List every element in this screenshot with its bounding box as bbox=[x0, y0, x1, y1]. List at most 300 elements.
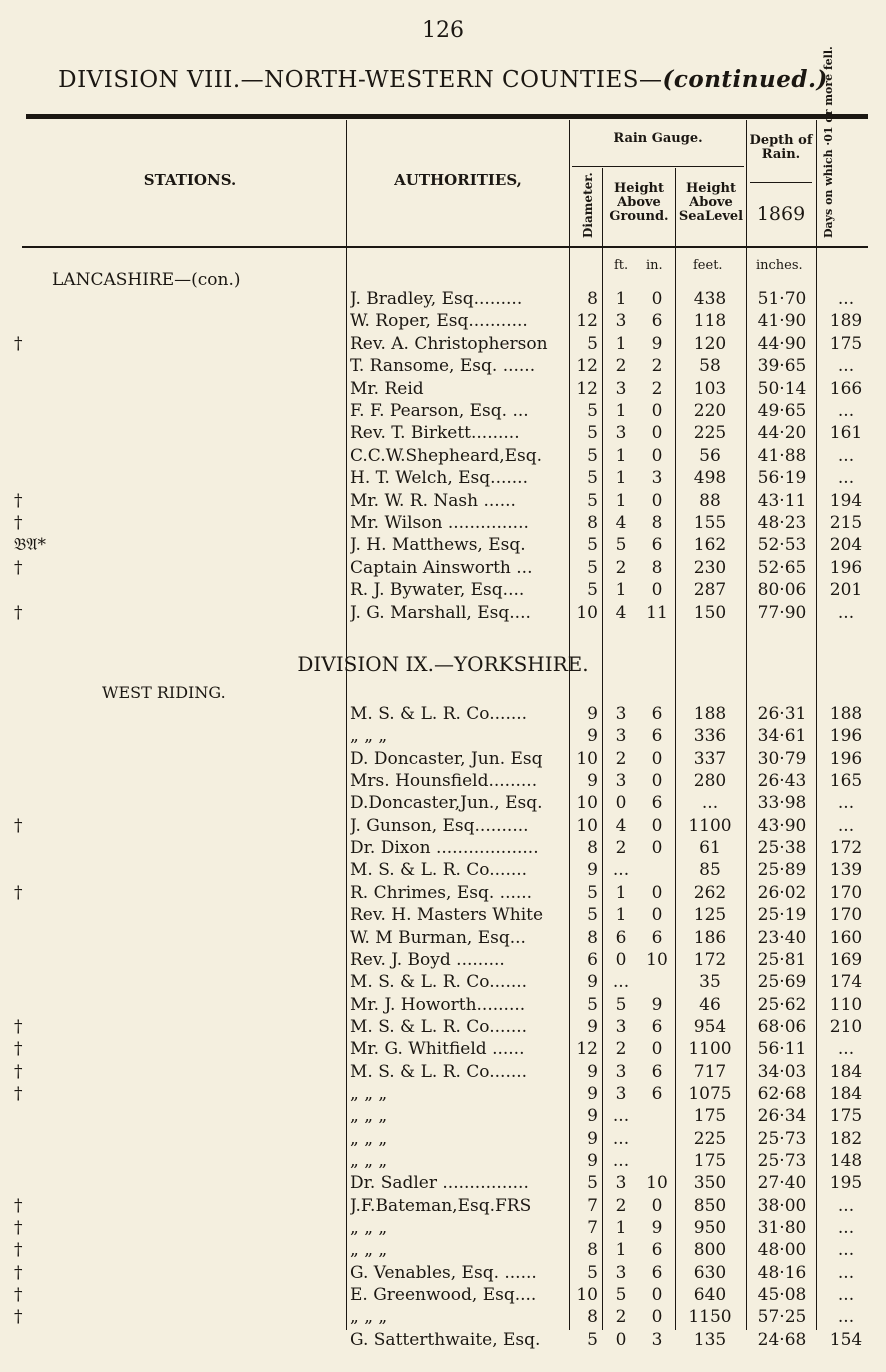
depth: 34·03 bbox=[757, 1061, 807, 1082]
authority: R. Chrimes, Esq. ...... bbox=[350, 882, 533, 903]
authority: D.Doncaster,Jun., Esq. bbox=[350, 793, 543, 814]
authority: Mr. Reid bbox=[350, 378, 424, 399]
days: ... bbox=[837, 793, 855, 814]
height-sea: 85 bbox=[699, 860, 721, 881]
table-row bbox=[0, 400, 886, 422]
header-authorities: AUTHORITIES, bbox=[394, 171, 522, 189]
diameter: 12 bbox=[576, 356, 598, 377]
authority: „ „ „ bbox=[350, 1083, 388, 1104]
station-mark: † bbox=[14, 557, 23, 578]
diameter: 9 bbox=[587, 1083, 598, 1104]
depth: 48·23 bbox=[757, 513, 807, 533]
days: ... bbox=[837, 602, 855, 623]
height-ft: 3 bbox=[615, 704, 627, 724]
height-ft: 2 bbox=[615, 1307, 627, 1328]
days: 182 bbox=[829, 1128, 863, 1149]
diameter: 5 bbox=[587, 423, 598, 444]
authority: R. J. Bywater, Esq.... bbox=[350, 580, 525, 601]
height-in: 10 bbox=[646, 949, 668, 970]
depth: 50·14 bbox=[757, 378, 807, 399]
header-rule bbox=[572, 166, 744, 167]
diameter: 5 bbox=[587, 905, 598, 926]
station-mark: † bbox=[14, 1218, 23, 1239]
height-ft: 5 bbox=[615, 994, 627, 1015]
depth: 56·19 bbox=[757, 468, 807, 489]
table-row bbox=[0, 792, 886, 814]
depth: 48·00 bbox=[757, 1240, 807, 1261]
station-mark: † bbox=[14, 602, 23, 623]
height-ft: 0 bbox=[615, 793, 627, 814]
height-ft: 4 bbox=[615, 602, 627, 623]
height-sea: 350 bbox=[693, 1173, 727, 1194]
days: 201 bbox=[829, 580, 863, 601]
diameter: 5 bbox=[587, 1173, 598, 1194]
height-sea: 438 bbox=[693, 289, 727, 309]
height-sea: 337 bbox=[693, 748, 727, 769]
height-sea: 175 bbox=[693, 1106, 727, 1127]
height-in: 9 bbox=[651, 1218, 663, 1239]
diameter: 10 bbox=[576, 748, 598, 769]
days: 161 bbox=[829, 423, 863, 444]
height-ft: 1 bbox=[615, 1240, 627, 1261]
diameter: 5 bbox=[587, 557, 598, 578]
height-sea: 954 bbox=[693, 1016, 727, 1037]
top-rule bbox=[26, 114, 868, 119]
table-row bbox=[0, 602, 886, 624]
height-sea: 155 bbox=[693, 513, 727, 533]
header-depth: Depth of Rain. bbox=[749, 133, 813, 162]
station-mark: † bbox=[14, 1039, 23, 1060]
height-sea: 56 bbox=[699, 445, 721, 466]
days: 196 bbox=[829, 748, 863, 769]
height-in: 0 bbox=[651, 445, 663, 466]
depth: 24·68 bbox=[757, 1329, 807, 1350]
height-in: 9 bbox=[651, 994, 663, 1015]
header-height-ground: Height Above Ground. bbox=[609, 181, 669, 224]
days: 169 bbox=[829, 949, 863, 970]
days: ... bbox=[837, 356, 855, 377]
table-row bbox=[0, 534, 886, 556]
authority: J. Gunson, Esq.......... bbox=[350, 815, 529, 836]
height-in: 3 bbox=[651, 468, 663, 489]
table-row bbox=[0, 1172, 886, 1194]
diameter: 8 bbox=[587, 1307, 598, 1328]
height-ft: 3 bbox=[615, 1083, 627, 1104]
table-row bbox=[0, 748, 886, 770]
height-ft: 1 bbox=[615, 289, 627, 309]
height-sea: 850 bbox=[693, 1195, 727, 1216]
station-mark: † bbox=[14, 333, 23, 354]
authority: Mr. G. Whitfield ...... bbox=[350, 1039, 525, 1060]
authority: Rev. J. Boyd ......... bbox=[350, 949, 505, 970]
diameter: 10 bbox=[576, 602, 598, 623]
days: ... bbox=[837, 1218, 855, 1239]
county-heading: LANCASHIRE—(con.) bbox=[52, 270, 241, 290]
days: 215 bbox=[829, 513, 863, 533]
table-row bbox=[0, 310, 886, 332]
division9-title: DIVISION IX.—YORKSHIRE. bbox=[297, 652, 589, 676]
table-row bbox=[0, 770, 886, 792]
authority: Mr. Wilson ............... bbox=[350, 513, 529, 533]
height-sea: 1150 bbox=[688, 1307, 732, 1328]
depth: 52·53 bbox=[757, 535, 807, 556]
authority: „ „ „ bbox=[350, 1128, 388, 1149]
diameter: 7 bbox=[587, 1195, 598, 1216]
table-row bbox=[0, 994, 886, 1016]
height-sea: 262 bbox=[693, 882, 727, 903]
height-ft: 1 bbox=[615, 401, 627, 421]
height-ft: 1 bbox=[615, 490, 627, 511]
height-ft: 2 bbox=[615, 1195, 627, 1216]
days: ... bbox=[837, 445, 855, 466]
height-sea: 35 bbox=[699, 972, 721, 993]
authority: Mr. J. Howorth......... bbox=[350, 994, 526, 1015]
height-ft: 3 bbox=[615, 771, 627, 792]
height-in: 2 bbox=[651, 356, 663, 377]
title-main: DIVISION VIII.—NORTH-WESTERN COUNTIES— bbox=[58, 67, 663, 93]
depth: 25·81 bbox=[757, 949, 807, 970]
height-in: 6 bbox=[651, 726, 663, 747]
station-mark: † bbox=[14, 513, 23, 533]
depth: 38·00 bbox=[757, 1195, 807, 1216]
station-mark: † bbox=[14, 1016, 23, 1037]
depth: 57·25 bbox=[757, 1307, 807, 1328]
days: ... bbox=[837, 289, 855, 309]
height-in: 0 bbox=[651, 580, 663, 601]
header-rule bbox=[22, 246, 868, 248]
table-row bbox=[0, 1195, 886, 1217]
authority: J.F.Bateman,Esq.FRS bbox=[350, 1195, 532, 1216]
table-row bbox=[0, 288, 886, 310]
header-stations: STATIONS. bbox=[143, 171, 237, 189]
authority: Mr. W. R. Nash ...... bbox=[350, 490, 516, 511]
riding-heading: WEST RIDING. bbox=[102, 683, 226, 702]
height-in: 6 bbox=[651, 1240, 663, 1261]
diameter: 8 bbox=[587, 513, 598, 533]
height-sea: 800 bbox=[693, 1240, 727, 1261]
table-row bbox=[0, 445, 886, 467]
height-in: 6 bbox=[651, 1262, 663, 1283]
depth: 34·61 bbox=[757, 726, 807, 747]
diameter: 5 bbox=[587, 1262, 598, 1283]
days: 189 bbox=[829, 311, 863, 332]
station-mark: † bbox=[14, 1195, 23, 1216]
table-row bbox=[0, 859, 886, 881]
table-row bbox=[0, 927, 886, 949]
header-rule bbox=[750, 182, 812, 183]
height-in: 0 bbox=[651, 423, 663, 444]
diameter: 10 bbox=[576, 793, 598, 814]
height-in: 8 bbox=[651, 513, 663, 533]
authority: J. Bradley, Esq......... bbox=[350, 289, 523, 309]
authority: Rev. T. Birkett......... bbox=[350, 423, 520, 444]
authority: G. Venables, Esq. ...... bbox=[350, 1262, 537, 1283]
height-in: 0 bbox=[651, 490, 663, 511]
depth: 62·68 bbox=[757, 1083, 807, 1104]
height-ft: 0 bbox=[615, 949, 627, 970]
table-row bbox=[0, 1016, 886, 1038]
height-in: 6 bbox=[651, 1061, 663, 1082]
station-mark: † bbox=[14, 1240, 23, 1261]
height-sea: 58 bbox=[699, 356, 721, 377]
table-row bbox=[0, 949, 886, 971]
table-row bbox=[0, 512, 886, 534]
table-row bbox=[0, 904, 886, 926]
depth: 80·06 bbox=[757, 580, 807, 601]
depth: 43·90 bbox=[757, 815, 807, 836]
days: 172 bbox=[829, 838, 863, 859]
height-ft: 3 bbox=[615, 378, 627, 399]
authority: M. S. & L. R. Co....... bbox=[350, 1061, 528, 1082]
authority: G. Satterthwaite, Esq. bbox=[350, 1329, 541, 1350]
height-ft: 1 bbox=[615, 580, 627, 601]
authority: M. S. & L. R. Co....... bbox=[350, 1016, 528, 1037]
diameter: 9 bbox=[587, 1016, 598, 1037]
authority: J. H. Matthews, Esq. bbox=[350, 535, 526, 556]
height-ft: 3 bbox=[615, 1061, 627, 1082]
table-row bbox=[0, 422, 886, 444]
days: 170 bbox=[829, 905, 863, 926]
height-ft: 1 bbox=[615, 445, 627, 466]
days: ... bbox=[837, 815, 855, 836]
depth: 77·90 bbox=[757, 602, 807, 623]
diameter: 9 bbox=[587, 726, 598, 747]
authority: F. F. Pearson, Esq. ... bbox=[350, 401, 529, 421]
page-title bbox=[0, 66, 886, 93]
diameter: 8 bbox=[587, 927, 598, 948]
height-in: 0 bbox=[651, 1039, 663, 1060]
authority: Mrs. Hounsfield......... bbox=[350, 771, 538, 792]
diameter: 5 bbox=[587, 535, 598, 556]
days: 160 bbox=[829, 927, 863, 948]
authority: M. S. & L. R. Co....... bbox=[350, 704, 528, 724]
days: 110 bbox=[829, 994, 863, 1015]
height-ft: 2 bbox=[615, 838, 627, 859]
station-mark: † bbox=[14, 815, 23, 836]
days: 148 bbox=[829, 1151, 863, 1171]
days: 174 bbox=[829, 972, 863, 993]
header-height-sea: Height Above SeaLevel bbox=[678, 181, 744, 224]
height-in: 0 bbox=[651, 771, 663, 792]
unit-ft: ft. bbox=[614, 258, 629, 273]
height-in: 10 bbox=[646, 1173, 668, 1194]
depth: 25·62 bbox=[757, 994, 807, 1015]
table-row bbox=[0, 355, 886, 377]
height-in: 9 bbox=[651, 333, 663, 354]
days: ... bbox=[837, 401, 855, 421]
table-row bbox=[0, 703, 886, 725]
height-sea: 172 bbox=[693, 949, 727, 970]
diameter: 10 bbox=[576, 815, 598, 836]
authority: E. Greenwood, Esq.... bbox=[350, 1285, 537, 1306]
table-row bbox=[0, 1150, 886, 1172]
unit-feet: feet. bbox=[693, 258, 723, 273]
diameter: 5 bbox=[587, 580, 598, 601]
authority: W. Roper, Esq........... bbox=[350, 311, 528, 332]
height-sea: 1075 bbox=[688, 1083, 732, 1104]
height-ft: ... bbox=[612, 1106, 630, 1127]
depth: 39·65 bbox=[757, 356, 807, 377]
table-row bbox=[0, 1083, 886, 1105]
table-row bbox=[0, 1239, 886, 1261]
authority: „ „ „ bbox=[350, 1240, 388, 1261]
days: 184 bbox=[829, 1083, 863, 1104]
table-row bbox=[0, 1306, 886, 1328]
authority: D. Doncaster, Jun. Esq bbox=[350, 748, 543, 769]
depth: 26·43 bbox=[757, 771, 807, 792]
days: ... bbox=[837, 468, 855, 489]
height-ft: 1 bbox=[615, 468, 627, 489]
station-mark: † bbox=[14, 1083, 23, 1104]
table-row bbox=[0, 467, 886, 489]
height-ft: 5 bbox=[615, 1285, 627, 1306]
table-row bbox=[0, 725, 886, 747]
height-sea: 118 bbox=[693, 311, 727, 332]
authority: Captain Ainsworth ... bbox=[350, 557, 533, 578]
height-ft: 3 bbox=[615, 1262, 627, 1283]
diameter: 10 bbox=[576, 1285, 598, 1306]
authority: „ „ „ bbox=[350, 1307, 388, 1328]
diameter: 8 bbox=[587, 838, 598, 859]
header-diameter: Diameter. bbox=[581, 172, 595, 238]
height-sea: 120 bbox=[693, 333, 727, 354]
height-ft: 3 bbox=[615, 726, 627, 747]
station-mark: † bbox=[14, 1285, 23, 1306]
depth: 25·38 bbox=[757, 838, 807, 859]
depth: 25·89 bbox=[757, 860, 807, 881]
authority: Rev. A. Christopherson bbox=[350, 333, 548, 354]
depth: 25·69 bbox=[757, 972, 807, 993]
days: ... bbox=[837, 1307, 855, 1328]
height-in: 0 bbox=[651, 815, 663, 836]
diameter: 5 bbox=[587, 333, 598, 354]
height-ft: 0 bbox=[615, 1329, 627, 1350]
authority: Rev. H. Masters White bbox=[350, 905, 544, 926]
diameter: 9 bbox=[587, 972, 598, 993]
height-in: 0 bbox=[651, 401, 663, 421]
table-row bbox=[0, 837, 886, 859]
height-sea: 125 bbox=[693, 905, 727, 926]
height-sea: 336 bbox=[693, 726, 727, 747]
height-in: 6 bbox=[651, 535, 663, 556]
depth: 44·20 bbox=[757, 423, 807, 444]
authority: J. G. Marshall, Esq.... bbox=[350, 602, 531, 623]
days: ... bbox=[837, 1039, 855, 1060]
height-in: 3 bbox=[651, 1329, 663, 1350]
days: 165 bbox=[829, 771, 863, 792]
height-in: 0 bbox=[651, 838, 663, 859]
header-rain-gauge: Rain Gauge. bbox=[613, 131, 703, 146]
height-in: 11 bbox=[646, 602, 668, 623]
height-in: 0 bbox=[651, 1307, 663, 1328]
days: 196 bbox=[829, 557, 863, 578]
height-sea: ... bbox=[701, 793, 719, 814]
authority: Dr. Sadler ................ bbox=[350, 1173, 529, 1194]
unit-inches: inches. bbox=[756, 258, 803, 273]
station-mark: † bbox=[14, 490, 23, 511]
days: ... bbox=[837, 1285, 855, 1306]
height-in: 6 bbox=[651, 927, 663, 948]
height-sea: 186 bbox=[693, 927, 727, 948]
depth: 27·40 bbox=[757, 1173, 807, 1194]
depth: 33·98 bbox=[757, 793, 807, 814]
header-days: Days on which ·01 or more fell. bbox=[822, 46, 835, 238]
diameter: 9 bbox=[587, 1061, 598, 1082]
height-sea: 225 bbox=[693, 423, 727, 444]
depth: 43·11 bbox=[757, 490, 807, 511]
height-sea: 88 bbox=[699, 490, 721, 511]
height-in: 0 bbox=[651, 1285, 663, 1306]
days: 204 bbox=[829, 535, 863, 556]
station-mark: † bbox=[14, 1061, 23, 1082]
height-in: 6 bbox=[651, 704, 663, 724]
depth: 23·40 bbox=[757, 927, 807, 948]
station-mark: † bbox=[14, 1262, 23, 1283]
table-row bbox=[0, 557, 886, 579]
depth: 49·65 bbox=[757, 401, 807, 421]
diameter: 9 bbox=[587, 860, 598, 881]
height-ft: 2 bbox=[615, 748, 627, 769]
authority: C.C.W.Shepheard,Esq. bbox=[350, 445, 543, 466]
days: 175 bbox=[829, 333, 863, 354]
diameter: 5 bbox=[587, 490, 598, 511]
height-ft: 1 bbox=[615, 882, 627, 903]
table-row bbox=[0, 1105, 886, 1127]
authority: „ „ „ bbox=[350, 726, 388, 747]
height-ft: 3 bbox=[615, 423, 627, 444]
height-ft: 3 bbox=[615, 1173, 627, 1194]
days: ... bbox=[837, 1240, 855, 1261]
days: 184 bbox=[829, 1061, 863, 1082]
height-ft: 6 bbox=[615, 927, 627, 948]
height-sea: 1100 bbox=[688, 815, 732, 836]
diameter: 9 bbox=[587, 1106, 598, 1127]
height-ft: 3 bbox=[615, 311, 627, 332]
depth: 26·31 bbox=[757, 704, 807, 724]
height-sea: 498 bbox=[693, 468, 727, 489]
days: ... bbox=[837, 1195, 855, 1216]
table-row bbox=[0, 882, 886, 904]
height-sea: 150 bbox=[693, 602, 727, 623]
days: ... bbox=[837, 1262, 855, 1283]
height-ft: ... bbox=[612, 972, 630, 993]
diameter: 9 bbox=[587, 704, 598, 724]
height-sea: 175 bbox=[693, 1151, 727, 1171]
height-sea: 225 bbox=[693, 1128, 727, 1149]
height-in: 6 bbox=[651, 793, 663, 814]
days: 170 bbox=[829, 882, 863, 903]
height-sea: 61 bbox=[699, 838, 721, 859]
authority: „ „ „ bbox=[350, 1218, 388, 1239]
height-sea: 1100 bbox=[688, 1039, 732, 1060]
height-ft: 4 bbox=[615, 513, 627, 533]
diameter: 5 bbox=[587, 401, 598, 421]
height-sea: 135 bbox=[693, 1329, 727, 1350]
height-ft: 1 bbox=[615, 1218, 627, 1239]
height-in: 0 bbox=[651, 289, 663, 309]
height-in: 6 bbox=[651, 1083, 663, 1104]
header-year: 1869 bbox=[756, 203, 806, 225]
days: 154 bbox=[829, 1329, 863, 1350]
table-row bbox=[0, 815, 886, 837]
table-row bbox=[0, 1262, 886, 1284]
height-sea: 162 bbox=[693, 535, 727, 556]
depth: 45·08 bbox=[757, 1285, 807, 1306]
table-row bbox=[0, 971, 886, 993]
days: 166 bbox=[829, 378, 863, 399]
height-sea: 280 bbox=[693, 771, 727, 792]
height-ft: 3 bbox=[615, 1016, 627, 1037]
